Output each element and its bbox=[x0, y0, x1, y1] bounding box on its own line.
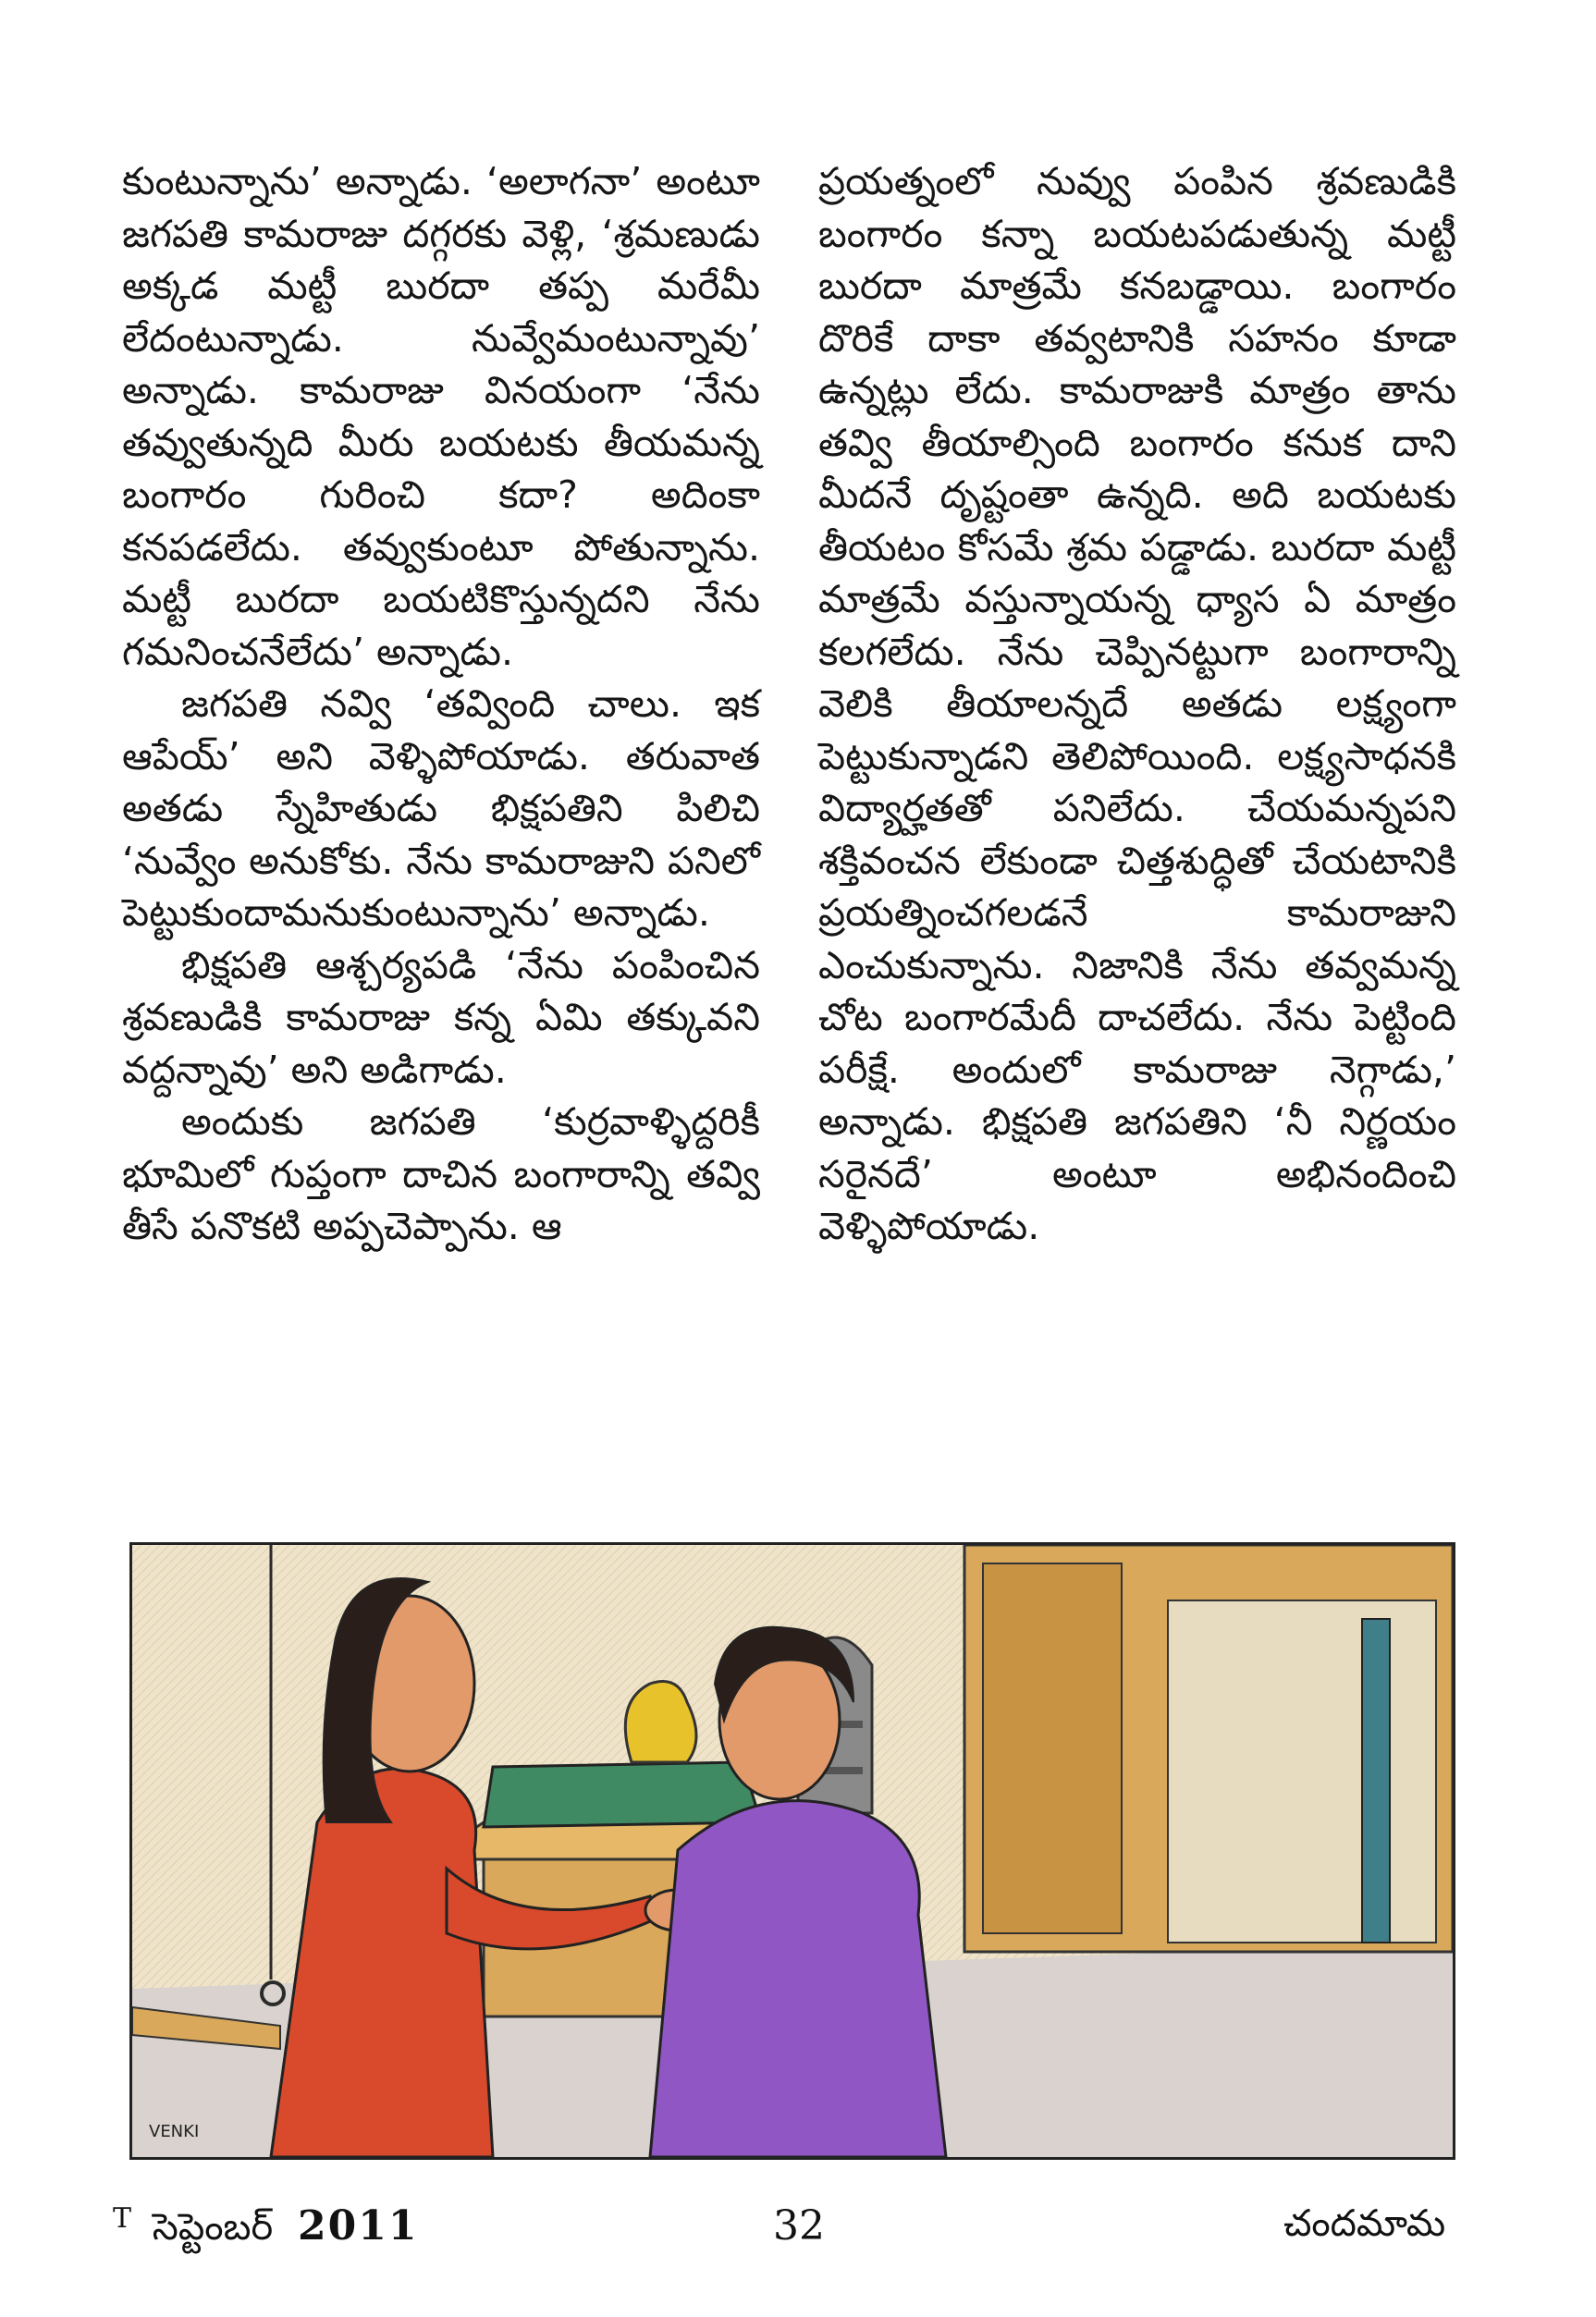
magazine-name: చందమామ bbox=[1283, 2202, 1446, 2245]
footer-issue-date bbox=[113, 2202, 418, 2258]
paragraph: జగపతి నవ్వి ‘తవ్వింది చాలు. ఇక ఆపేయ్’ అని వెళ్ళిపోయాడు. తరువాత అతడు స్నేహితుడు భిక్షపతిని పిలిచి ‘నువ్వేం అనుకోకు. నేను కామరాజుని పనిలో పెట్టుకుందామనుకుంటున్నాను’ అన్నాడు. bbox=[122, 681, 760, 935]
doorway bbox=[1168, 1600, 1436, 1943]
left-text-column bbox=[122, 155, 760, 1253]
page-number: 32 bbox=[773, 2202, 825, 2250]
footer-month: సెప్టెంబర్ bbox=[152, 2206, 274, 2249]
right-text-column bbox=[818, 155, 1456, 1253]
story-illustration bbox=[129, 1542, 1455, 2160]
footer-mark: T bbox=[113, 2202, 132, 2235]
pillar bbox=[1362, 1619, 1390, 1943]
paragraph: అందుకు జగపతి ‘కుర్రవాళ్ళిద్దరికీ భూమిలో గుప్తంగా దాచిన బంగారాన్ని తవ్వి తీసే పనొకటి అప్పచెప్పాను. ఆ bbox=[122, 1099, 760, 1248]
illustration-drawing bbox=[132, 1545, 1453, 2157]
paragraph: ప్రయత్నంలో నువ్వు పంపిన శ్రవణుడికి బంగారం కన్నా బయటపడుతున్న మట్టీ బురదా మాత్రమే కనబడ్డాయి. బంగారం దొరికే దాకా తవ్వటానికి సహనం కూడా ఉన్నట్లు లేదు. కామరాజుకి మాత్రం తాను తవ్వి తీయాల్సింది బంగారం కనుక దాని మీదనే దృష్టంతా ఉన్నది. అది బయటకు తీయటం కోసమే శ్రమ పడ్డాడు. బురదా మట్టీ మాత్రమే వస్తున్నాయన్న ధ్యాస ఏ మాత్రం కలగలేదు. నేను చెప్పినట్టుగా బంగారాన్ని వెలికి తీయాలన్నదే అతడు లక్ష్యంగా పెట్టుకున్నాడని తెలిపోయింది. లక్ష్యసాధనకి విద్యార్హతతో పనిలేదు. చేయమన్నపని శక్తివంచన లేకుండా చిత్తశుద్ధితో చేయటానికి ప్రయత్నించగలడనే కామరాజుని ఎంచుకున్నాను. నిజానికి నేను తవ్వమన్న చోట బంగారమేదీ దాచలేదు. నేను పెట్టింది పరీక్షే. అందులో కామరాజు నెగ్గాడు,’ అన్నాడు. భిక్షపతి జగపతిని ‘నీ నిర్ణయం సరైనదే’ అంటూ అభినందించి వెళ్ళిపోయాడు. bbox=[818, 159, 1456, 1248]
cabinet-door bbox=[983, 1563, 1122, 1933]
artist-signature: VENKI bbox=[149, 2122, 200, 2141]
green-chest bbox=[484, 1762, 761, 1827]
paragraph: భిక్షపతి ఆశ్చర్యపడి ‘నేను పంపించిన శ్రవణుడికి కామరాజు కన్న ఏమి తక్కువని వద్దన్నావు’ అని అడిగాడు. bbox=[122, 942, 760, 1092]
footer-year: 2011 bbox=[297, 2202, 419, 2250]
paragraph: కుంటున్నాను’ అన్నాడు. ‘అలాగనా’ అంటూ జగపతి కామరాజు దగ్గరకు వెళ్లి, ‘శ్రమణుడు అక్కడ మట్టీ బురదా తప్ప మరేమీ లేదంటున్నాడు. నువ్వేమంటున్నావు’ అన్నాడు. కామరాజు వినయంగా ‘నేను తవ్వుతున్నది మీరు బయటకు తీయమన్న బంగారం గురించి కదా? అదింకా కనపడలేదు. తవ్వుకుంటూ పోతున్నాను. మట్టీ బురదా బయటికొస్తున్నదని నేను గమనించనేలేదు’ అన్నాడు. bbox=[122, 159, 760, 674]
